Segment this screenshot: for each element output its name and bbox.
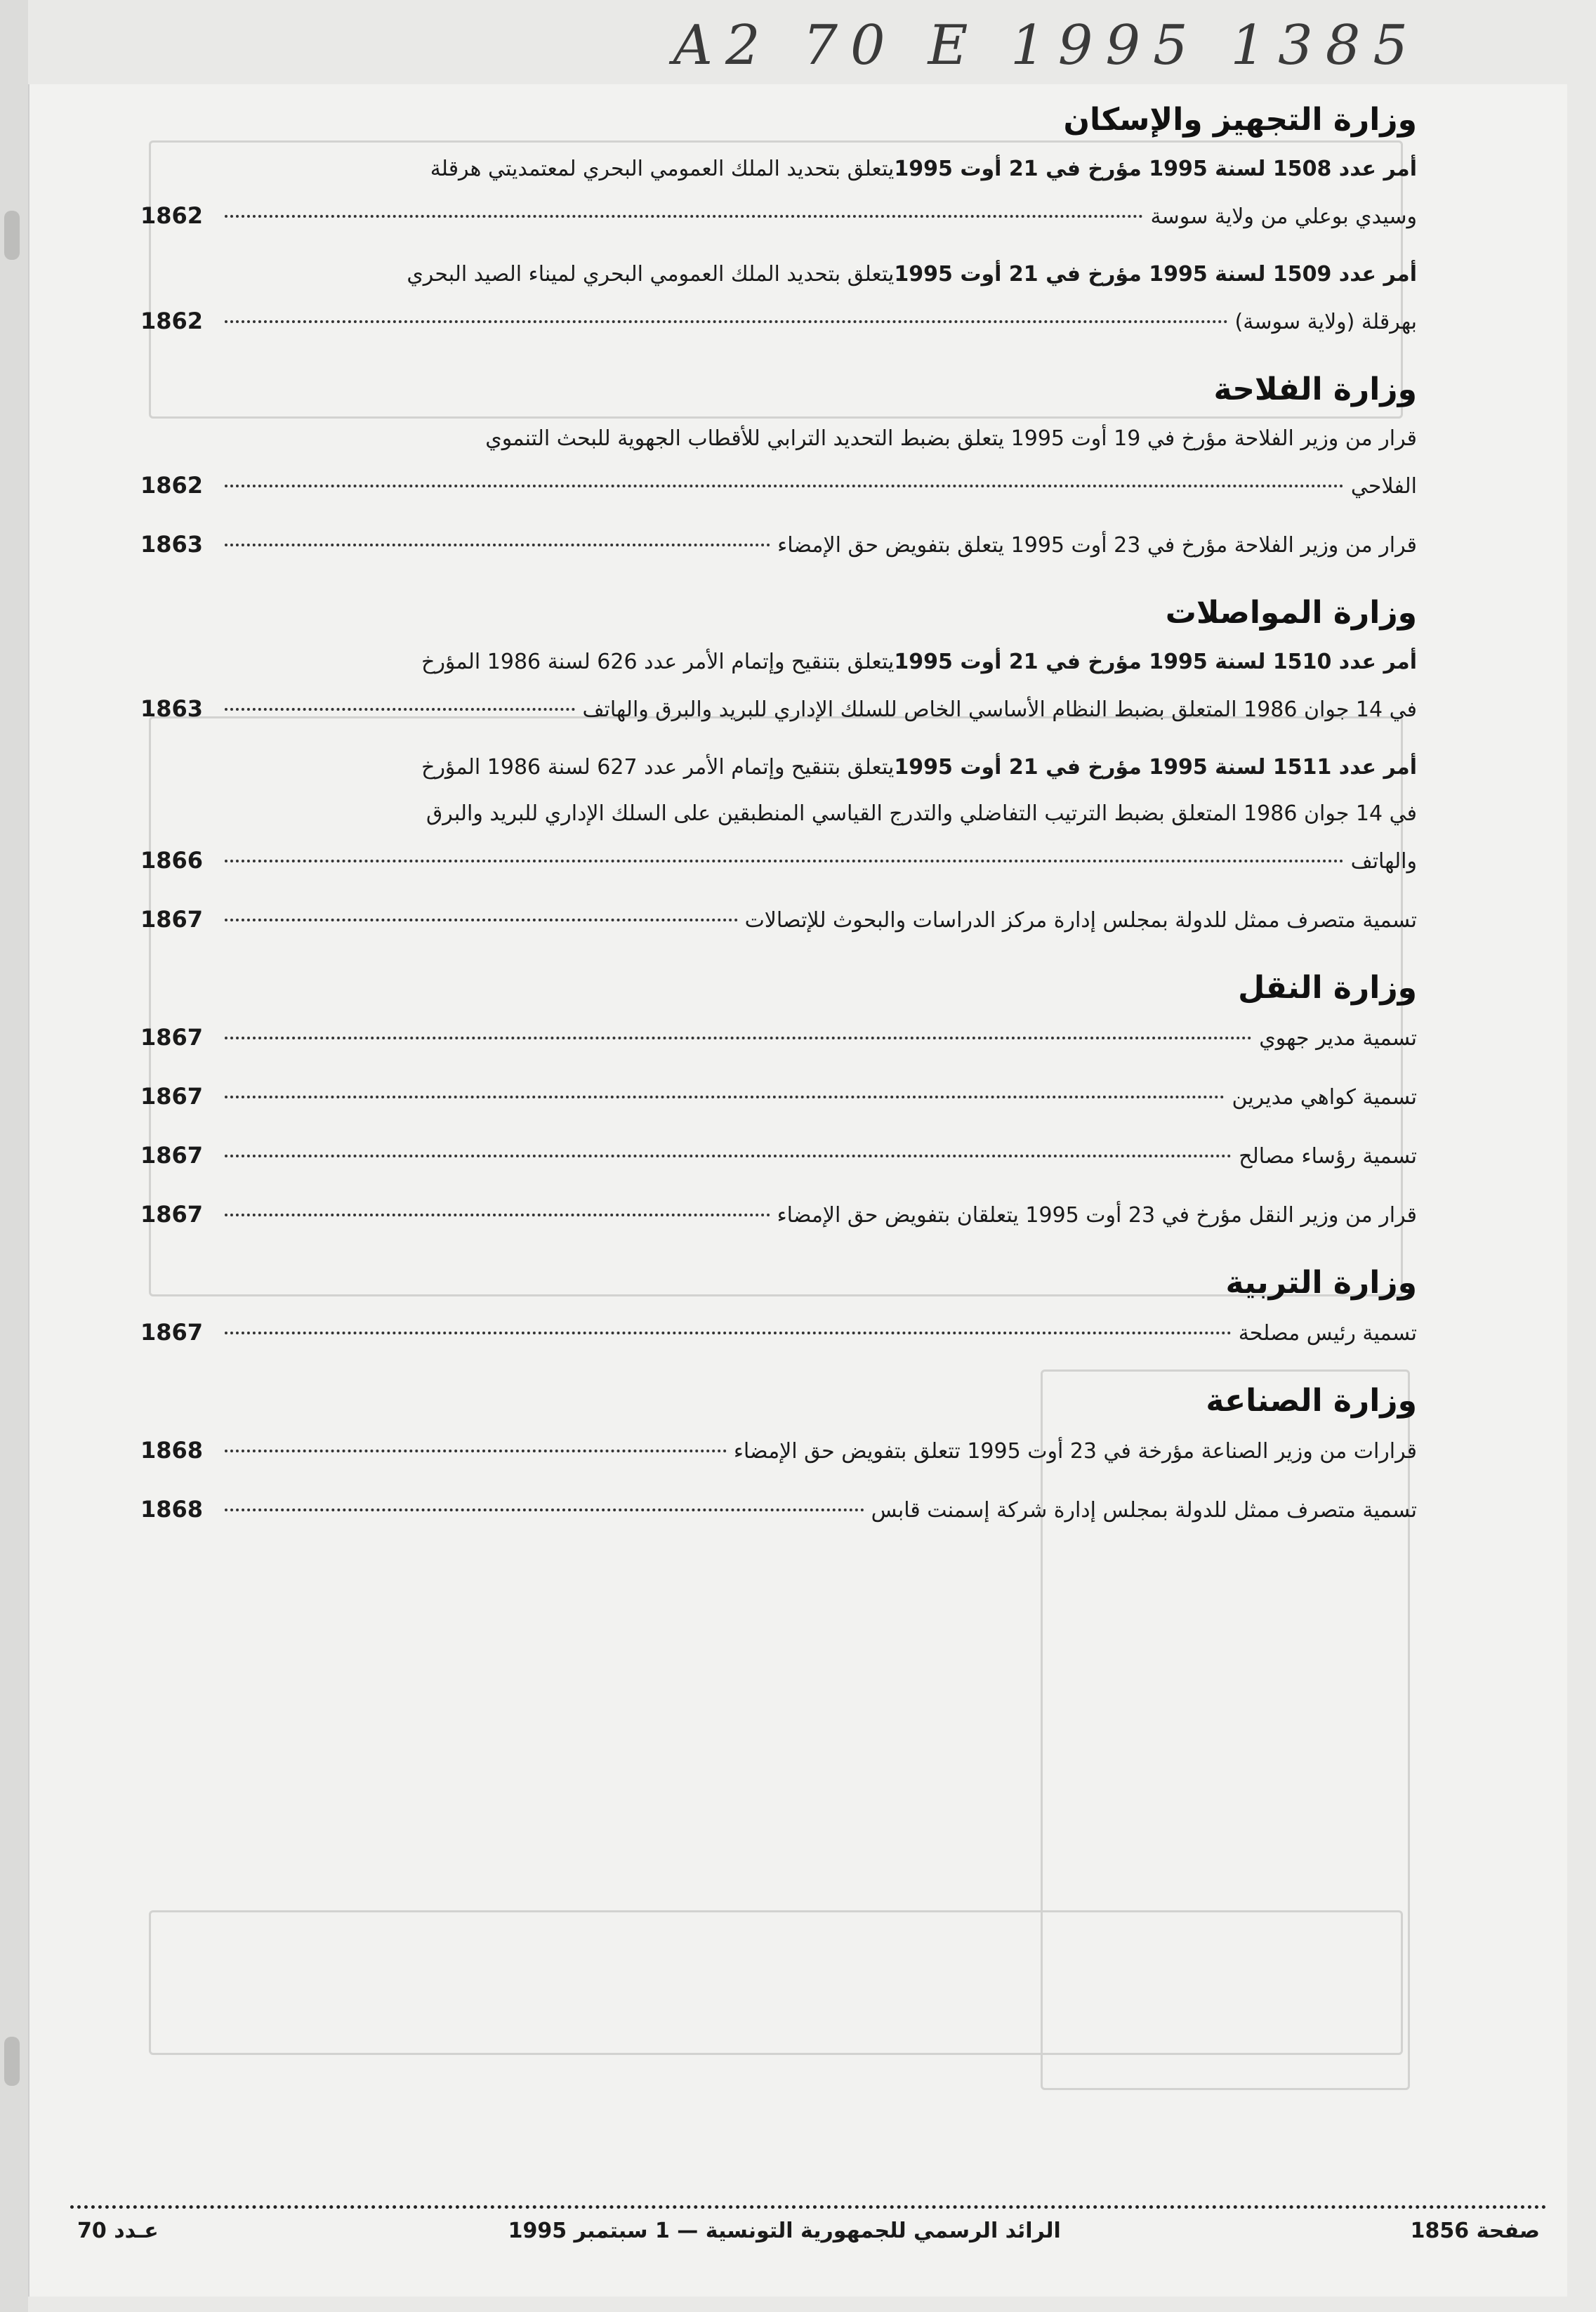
entry-line <box>140 791 1417 837</box>
binding-hole <box>4 211 20 260</box>
footer-page-label: صفحة 1856 <box>1410 2219 1540 2243</box>
leader-dots <box>225 1449 727 1452</box>
entry-line <box>140 462 1417 508</box>
binding-margin <box>0 0 28 2312</box>
leader-dots <box>225 859 1344 862</box>
entry-line <box>140 1427 1417 1473</box>
leader-dots <box>225 918 738 921</box>
entry-text: تسمية رؤساء مصالح <box>1239 1144 1417 1169</box>
show-through-box <box>149 1910 1403 2055</box>
page-number: 1868 <box>140 1437 204 1464</box>
entry-text: تسمية كواهي مديرين <box>1232 1085 1417 1110</box>
leader-dots <box>225 214 1143 218</box>
entry-text: قرار من وزير الفلاحة مؤرخ في 19 أوت 1995 يتعلق بضبط التحديد الترابي للأقطاب الجهوية للبحث التنموي <box>485 426 1417 451</box>
table-of-contents <box>140 98 1417 1545</box>
entry-text: في 14 جوان 1986 المتعلق بضبط النظام الأساسي الخاص للسلك الإداري للبريد والبرق والهاتف <box>582 697 1417 722</box>
footer-rule <box>70 2205 1547 2209</box>
toc-entry[interactable] <box>140 1191 1417 1237</box>
entry-line <box>140 1309 1417 1355</box>
entry-line <box>140 146 1417 192</box>
leader-dots <box>225 707 575 711</box>
entry-line <box>140 744 1417 791</box>
entry-line <box>140 837 1417 884</box>
entry-text: تسمية متصرف ممثل للدولة بمجلس إدارة شركة إسمنت قابس <box>871 1498 1417 1523</box>
page-number: 1867 <box>140 1083 204 1110</box>
entry-text: يتعلق بتحديد الملك العمومي البحري لميناء الصيد البحري <box>407 262 895 287</box>
entry-line <box>140 192 1417 239</box>
footer-journal-title: الرائد الرسمي للجمهورية التونسية — 1 سبتمبر 1995 <box>508 2219 1061 2243</box>
entry-line <box>140 1073 1417 1119</box>
entry-text: قرار من وزير النقل مؤرخ في 23 أوت 1995 يتعلقان بتفويض حق الإمضاء <box>777 1203 1417 1228</box>
decree-reference: أمر عدد 1510 لسنة 1995 مؤرخ في 21 أوت 1995 <box>894 650 1417 674</box>
toc-entry[interactable] <box>140 1309 1417 1355</box>
entry-line <box>140 521 1417 567</box>
leader-dots <box>225 1331 1232 1334</box>
entry-text: يتعلق بتحديد الملك العمومي البحري لمعتمديتي هرقلة <box>430 157 895 181</box>
toc-entry[interactable] <box>140 416 1417 508</box>
entry-text: تسمية رئيس مصلحة <box>1238 1321 1417 1346</box>
toc-entry[interactable] <box>140 1014 1417 1060</box>
toc-entry[interactable] <box>140 1073 1417 1119</box>
leader-dots <box>225 1036 1252 1039</box>
entry-text: تسمية متصرف ممثل للدولة بمجلس إدارة مركز الدراسات والبحوث للإتصالات <box>744 908 1417 933</box>
entry-text: في 14 جوان 1986 المتعلق بضبط الترتيب التفاضلي والتدرج القياسي المنطبقين على السلك الإداري للبريد والبرق <box>426 801 1417 826</box>
ministry-heading: وزارة المواصلات <box>1165 595 1417 631</box>
decree-reference: أمر عدد 1509 لسنة 1995 مؤرخ في 21 أوت 1995 <box>894 262 1417 287</box>
decree-reference: أمر عدد 1508 لسنة 1995 مؤرخ في 21 أوت 1995 <box>894 157 1417 181</box>
leader-dots <box>225 543 770 546</box>
ministry-heading: وزارة الصناعة <box>1206 1383 1417 1419</box>
entry-text: يتعلق بتنقيح وإتمام الأمر عدد 626 لسنة 1986 المؤرخ <box>421 650 895 674</box>
page-number: 1862 <box>140 472 204 499</box>
leader-dots <box>225 1213 770 1216</box>
ministry-heading: وزارة الفلاحة <box>1213 372 1417 407</box>
entry-line <box>140 298 1417 344</box>
entry-line <box>140 1191 1417 1237</box>
entry-line <box>140 896 1417 942</box>
page-number: 1863 <box>140 695 204 722</box>
leader-dots <box>225 1095 1225 1098</box>
ministry-section <box>140 1379 1417 1532</box>
footer-row <box>63 2219 1554 2243</box>
leader-dots <box>225 320 1228 323</box>
ministry-section <box>140 98 1417 344</box>
leader-dots <box>225 1508 864 1511</box>
toc-entry[interactable] <box>140 744 1417 884</box>
ministry-section <box>140 966 1417 1237</box>
handwritten-header-note: A2 70 E 1995 1385 <box>673 14 1420 77</box>
entry-line <box>140 1132 1417 1178</box>
entry-line <box>140 1014 1417 1060</box>
ministry-heading: وزارة النقل <box>1238 970 1417 1006</box>
toc-entry[interactable] <box>140 1132 1417 1178</box>
page-number: 1867 <box>140 1201 204 1228</box>
binding-hole <box>4 2037 20 2086</box>
ministry-heading: وزارة التجهيز والإسكان <box>1063 102 1417 138</box>
entry-text: والهاتف <box>1350 849 1417 874</box>
toc-entry[interactable] <box>140 896 1417 942</box>
page-number: 1867 <box>140 906 204 933</box>
page-number: 1867 <box>140 1142 204 1169</box>
page-number: 1866 <box>140 847 204 874</box>
toc-entry[interactable] <box>140 1427 1417 1473</box>
ministry-section <box>140 1261 1417 1355</box>
leader-dots <box>225 1154 1232 1157</box>
page-number: 1863 <box>140 531 204 558</box>
toc-entry[interactable] <box>140 639 1417 732</box>
entry-line <box>140 416 1417 462</box>
leader-dots <box>225 484 1344 487</box>
entry-text: يتعلق بتنقيح وإتمام الأمر عدد 627 لسنة 1986 المؤرخ <box>421 755 895 780</box>
page-number: 1862 <box>140 202 204 229</box>
entry-text: وسيدي بوعلي من ولاية سوسة <box>1150 204 1417 229</box>
toc-entry[interactable] <box>140 146 1417 239</box>
page-footer <box>63 2205 1554 2283</box>
toc-entry[interactable] <box>140 251 1417 344</box>
entry-text: قرارات من وزير الصناعة مؤرخة في 23 أوت 1995 تتعلق بتفويض حق الإمضاء <box>733 1439 1417 1464</box>
ministry-section <box>140 368 1417 567</box>
entry-line <box>140 1486 1417 1532</box>
decree-reference: أمر عدد 1511 لسنة 1995 مؤرخ في 21 أوت 1995 <box>894 755 1417 780</box>
ministry-heading: وزارة التربية <box>1225 1265 1417 1301</box>
entry-text: تسمية مدير جهوي <box>1259 1026 1417 1051</box>
entry-text: قرار من وزير الفلاحة مؤرخ في 23 أوت 1995 يتعلق بتفويض حق الإمضاء <box>777 533 1417 558</box>
toc-entry[interactable] <box>140 521 1417 567</box>
page-number: 1862 <box>140 308 204 334</box>
toc-entry[interactable] <box>140 1486 1417 1532</box>
ministry-section <box>140 591 1417 942</box>
entry-line <box>140 685 1417 732</box>
page-number: 1868 <box>140 1496 204 1523</box>
entry-line <box>140 251 1417 298</box>
page-number: 1867 <box>140 1024 204 1051</box>
entry-text: الفلاحي <box>1350 474 1417 499</box>
footer-issue-number: عـدد 70 <box>77 2219 159 2243</box>
entry-line <box>140 639 1417 685</box>
entry-text: بهرقلة (ولاية سوسة) <box>1234 310 1417 334</box>
page-number: 1867 <box>140 1319 204 1346</box>
